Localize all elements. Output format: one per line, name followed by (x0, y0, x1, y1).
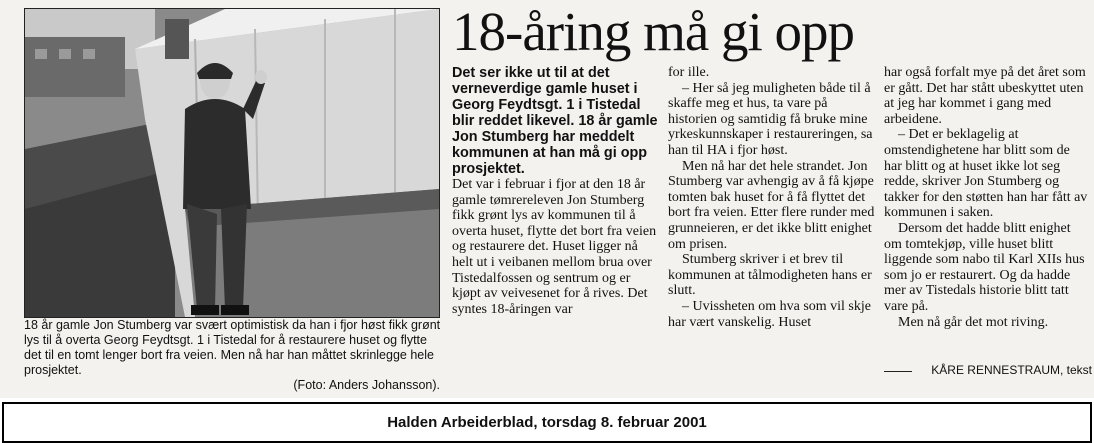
photo-illustration (25, 9, 439, 317)
source-footer (2, 402, 1092, 443)
article-paragraph: for ille. (668, 65, 710, 80)
article-paragraph: – Det er beklagelig at omstendighetene har blitt som de har blitt og at huset ikke lot seg redde, skriver Jon Stumberg og takker for den støtten han har fått av kommunen i saken. (884, 127, 1088, 221)
headline: 18-åring må gi opp (452, 1, 855, 62)
article-paragraph: Dersom det hadde blitt enighet om tomtekjøp, ville huset blitt liggende som nabo til Karl XIIs hus som jo er restaurert. Og da hadde mer av Tistedals historie blitt tatt vare på. (884, 220, 1085, 314)
article-paragraph: Stumberg skriver i et brev til kommunen at tålmodigheten hans er slutt. (668, 252, 872, 299)
byline-rule (884, 371, 912, 372)
photo-credit: (Foto: Anders Johansson). (293, 378, 440, 392)
article-paragraph: – Her så jeg muligheten både til å skaffe meg et hus, ta vare på historien og samtidig få bruke mine yrkeskunnskaper i restaureringen, sa han til HA i fjor høst. (668, 80, 873, 158)
article-ingress: Det ser ikke ut til at det verneverdige gamle huset i Georg Feydtsgt. 1 i Tistedal blir reddet likevel. 18 år gamle Jon Stumberg har meddelt kommunen at han må gi opp prosjektet. (452, 65, 658, 177)
article-photo (24, 8, 440, 318)
byline: KÅRE RENNESTRAUM, tekst (931, 363, 1092, 377)
article-column-2 (668, 65, 876, 330)
article-paragraph: Det var i februar i fjor at den 18 år gamle tømrereleven Jon Stumberg fikk grønt lys av kommunen til å overta huset, flytte det bort fra veien og restaurere det. Huset ligger nå helt ut i veibanen mellom brua over Tistedalfossen og sentrum og er kjøpt av veivesenet for å rives. Det syntes 18-åringen var (452, 177, 657, 317)
article-column-3 (884, 65, 1090, 330)
article-paragraph: – Uvissheten om hva som vil skje har vært vanskelig. Huset (668, 298, 871, 330)
photo-caption (24, 318, 444, 393)
photo-caption-text: 18 år gamle Jon Stumberg var svært optimistisk da han i fjor høst fikk grønt lys til å overta Georg Feydtsgt. 1 i Tistedal for å restaurere huset og flytte det til en tomt lenger bort fra veien. Men nå har han måttet skrinlegge hele prosjektet. (24, 318, 441, 377)
source-label: Halden Arbeiderblad, torsdag 8. februar 2001 (387, 414, 707, 431)
article-paragraph: har også forfalt mye på det året som er gått. Det har stått ubeskyttet uten at jeg har kommet i gang med arbeidene. (884, 65, 1086, 127)
article-paragraph: Men nå har det hele strandet. Jon Stumberg var avhengig av å få kjøpe tomten bak huset for å få flyttet det bort fra veien. Etter flere runder med grunneieren, er det ikke blitt enighet om prisen. (668, 158, 875, 252)
article-column-1 (452, 65, 662, 317)
article-paragraph: Men nå går det mot riving. (898, 314, 1049, 330)
